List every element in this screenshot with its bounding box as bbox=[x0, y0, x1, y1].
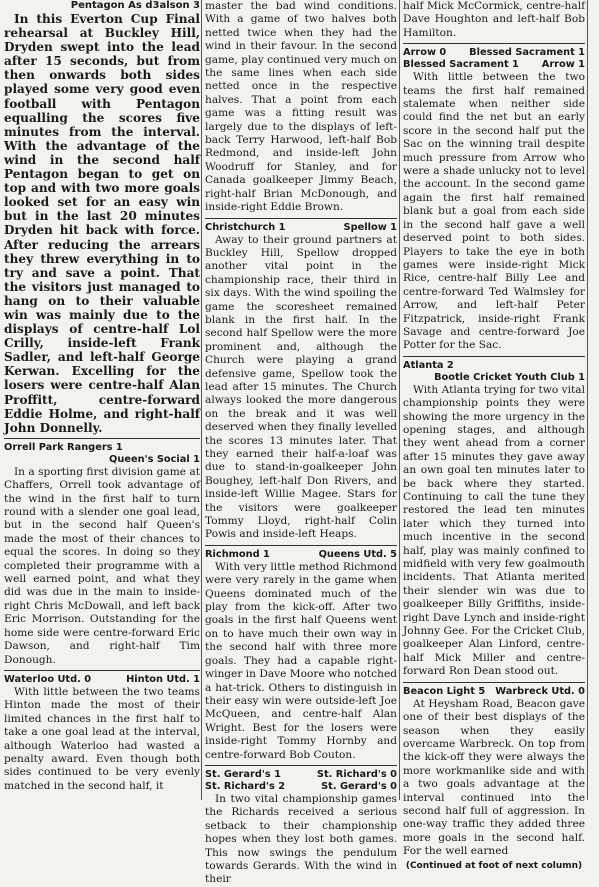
column-2 bbox=[205, 0, 397, 886]
match-heading bbox=[403, 356, 585, 384]
home-team: Richmond 1 bbox=[205, 548, 270, 560]
match-report: At Heysham Road, Beacon gave one of their best displays of the season when they easily overcame Warbreck. On top from the kick-off they were always the more workmanlike side and with a two goals advantage at the interval continued into the second half full of aggression. In one-way traffic they added three more goals in the second half. For the well earned bbox=[403, 697, 585, 858]
away-team: Warbreck Utd. 0 bbox=[495, 685, 585, 697]
home-team: St. Gerard's 1 bbox=[205, 768, 281, 780]
home-team: Waterloo Utd. 0 bbox=[4, 673, 92, 685]
match-heading bbox=[4, 670, 200, 686]
away-team: Bootle Cricket Youth Club 1 bbox=[434, 371, 585, 383]
column-3 bbox=[403, 0, 585, 871]
match-report: In two vital championship games the Richards received a serious setback to their championship hopes when they lost both games. This now swings the pendulum towards Gerards. With the wind in their bbox=[205, 792, 397, 886]
match-heading bbox=[205, 545, 397, 561]
away-team: Spellow 1 bbox=[343, 221, 397, 233]
match-report: With very little method Richmond were very rarely in the game when Queens dominated much of the play from the kick-off. After two goals in the first half Queens went on to have much their own way in the second half with three more goals. They had a capable right-winger in Dave Moore who notched a hat-trick. Others to distinguish in their easy win were outside-left Joe McQueen, and centre-half Alan Wright. Best for the losers were inside-right Tommy Hornby and centre-forward Bob Couton. bbox=[205, 560, 397, 761]
away-team: Hinton Utd. 1 bbox=[126, 673, 200, 685]
continued-paragraph: master the bad wind conditions. With a game of two halves both netted twice when they had the wind in their favour. In the second game, play continued very much on the same lines when each side netted once in the respective halves. That a point from each game was a fitting result was largely due to the displays of left-back Terry Harwood, left-half Bob Redmond, and inside-left John Woodruff for Stanley, and for Canada goalkeeper Jimmy Beach, right-half Brian McDonough, and inside-right Eddie Brown. bbox=[205, 0, 397, 214]
column-rule bbox=[587, 0, 588, 800]
away-team: St. Richard's 0 bbox=[316, 768, 397, 780]
home-team: Atlanta 2 bbox=[403, 359, 454, 371]
home-team: Orrell Park Rangers 1 bbox=[4, 441, 123, 453]
home-team: St. Richard's 2 bbox=[205, 780, 286, 792]
match-report: Away to their ground partners at Buckley Hill, Spellow dropped another vital point in the championship race, their third in six days. With the wind spoiling the game the scoresheet remained blank in the first half. In the second half Spellow were the more prominent and, although the Church were playing a grand defensive game, Spellow took the lead after 15 minutes. The Church always looked the more dangerous on the break and it was well deserved when they finally levelled the scores 13 minutes later. That they earned their half-a-loaf was due to stand-in-goalkeeper John Boughey, left-half Don Rivers, and inside-left Willie Magee. Stars for the visitors were goalkeeper Tommy Lloyd, right-half Colin Powis and inside-left Heaps. bbox=[205, 233, 397, 541]
away-team: Queen's Social 1 bbox=[109, 453, 200, 465]
away-team: Blessed Sacrament 1 bbox=[469, 47, 585, 59]
away-team: Queens Utd. 5 bbox=[318, 548, 397, 560]
match-heading bbox=[403, 43, 585, 71]
away-team: St. Gerard's 0 bbox=[321, 780, 397, 792]
column-rule bbox=[399, 0, 400, 800]
home-team: Christchurch 1 bbox=[205, 221, 286, 233]
match-heading bbox=[205, 218, 397, 234]
lead-paragraph: In this Everton Cup Final rehearsal at Buckley Hill, Dryden swept into the lead after 15 seconds, but from then onwards both sides played some very good even football with Pentagon equalling the scores five minutes from the interval. With the advantage of the wind in the second half Pentagon began to get on top and with two more goals looked set for an easy win but in the last 20 minutes Dryden hit back with force. After reducing the arrears they threw everything in to try and save a point. That the visitors just managed to hang on to their valuable win was mainly due to the displays of centre-half Lol Crilly, inside-left Frank Sadler, and left-half George Kerwan. Excelling for the losers were centre-half Alan Proffitt, centre-forward Eddie Holme, and right-half John Donnelly. bbox=[4, 12, 200, 435]
home-team: Blessed Sacrament 1 bbox=[403, 59, 519, 71]
home-team: Arrow 0 bbox=[403, 47, 447, 59]
away-team: Arrow 1 bbox=[541, 59, 585, 71]
continued-paragraph: half Mick McCormick, centre-half Dave Houghton and left-half Bob Hamilton. bbox=[403, 0, 585, 39]
column-rule bbox=[201, 0, 202, 800]
match-heading bbox=[205, 765, 397, 793]
continued-note: (Continued at foot of next column) bbox=[405, 860, 583, 871]
match-report: With little between the two teams Hinton made the most of their limited chances in the first half to take a one goal lead at the interval, although Waterloo had wasted a penalty award. Even though both sides continued to be very evenly matched in the second half, it bbox=[4, 685, 200, 792]
column-1 bbox=[4, 0, 200, 800]
match-heading bbox=[4, 438, 200, 466]
match-report: With Atlanta trying for two vital championship points they were showing the more urgency in the opening stages, and although they went ahead from a corner after 15 minutes they gave away an own goal ten minutes later to be back where they started. Continuing to call the tune they restored the lead ten minutes later which they turned into much incentive in the second half, play was mainly confined to midfield with very few goalmouth incidents. That Atlanta merited their slender win was due to goalkeeper Billy Griffiths, inside-right Dave Lynch and inside-right Johnny Gee. For the Cricket Club, goalkeeper Alan Linford, centre-half Mick Miller and centre-forward Ron Dean stood out. bbox=[403, 383, 585, 678]
match-heading bbox=[403, 682, 585, 698]
top-fragment: Pentagon As d3alson 3 bbox=[70, 0, 200, 11]
match-report: In a sporting first division game at Chaffers, Orrell took advantage of the wind in the first half to turn round with a slender one goal lead, but in the second half Queen's made the most of their chances to equal the scores. In doing so they completed their programme with a well earned point, and what they did was due in the main to inside-right Chris McDowall, and left back Eric Morrison. Outstanding for the home side were centre-forward Eric Dawson, and right-half Tim Donough. bbox=[4, 465, 200, 666]
match-report: With little between the two teams the first half remained stalemate when neither side could find the net but an early score in the second half put the Sac on the winning trail despite much pressure from Arrow who were a shade unlucky not to level the account. In the second game again the first half remained blank but a goal from each side in the second half gave a well deserved point to both sides. Players to take the eye in both games were inside-right Mick Rice, centre-half Billy Lee and centre-forward Ted Walmsley for Arrow, and left-half Peter Fitzpatrick, inside-right Frank Savage and centre-forward Joe Potter for the Sac. bbox=[403, 71, 585, 352]
home-team: Beacon Light 5 bbox=[403, 685, 486, 697]
